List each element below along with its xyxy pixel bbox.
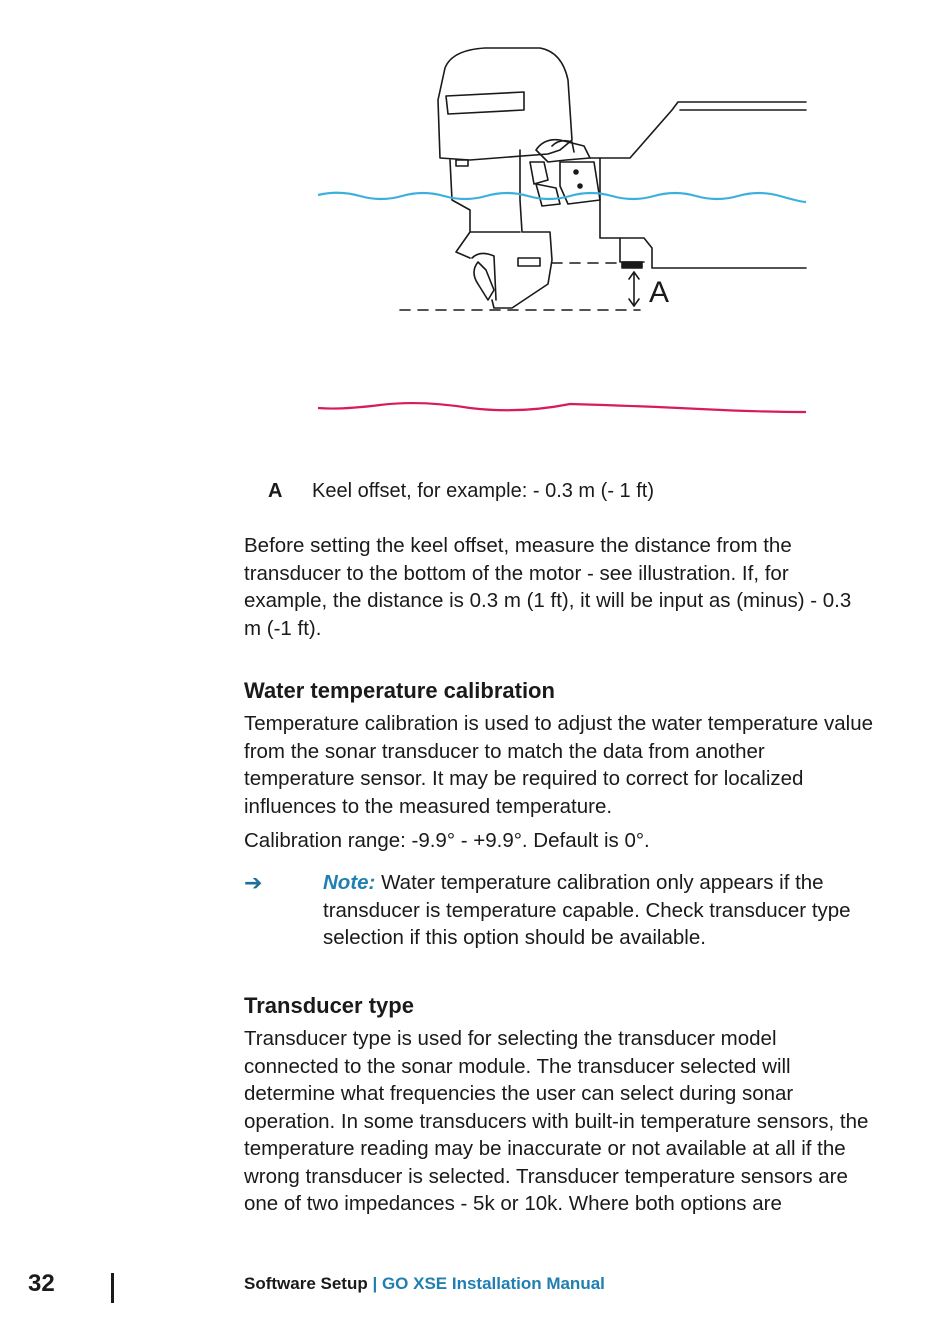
arrow-right-icon: ➔ [244,870,263,895]
note-body [323,869,884,952]
water-temperature-paragraph: Temperature calibration is used to adjust the water temperature value from the sonar transducer to match the data from another temperature sensor. It may be required to correct for localized influences to the measured temperature. [244,712,874,818]
callout-text: Keel offset, for example: - 0.3 m (- 1 ft) [312,480,654,502]
footer [244,1274,605,1294]
figure-callout [268,478,888,504]
keel-offset-arrow [629,272,639,306]
heading-transducer-type: Transducer type [244,993,414,1018]
water-surface-line [318,193,806,202]
transducer [622,262,642,268]
footer-divider [111,1273,114,1303]
note-block [244,869,884,952]
sea-bottom-line [318,403,806,412]
callout-key: A [268,480,283,502]
boat-hull [590,102,806,268]
transducer-type-paragraph: Transducer type is used for selecting the transducer model connected to the sonar module. The transducer selected will determine what frequencies the user can select during sonar operation. In some transducers with built-in temperature sensors, the temperature reading may be inaccurate or not available at all if the wrong transducer is selected. Transducer temperature sensors are one of two impedances - 5k or 10k. Where both options are [244,1027,869,1215]
footer-separator: | [367,1274,382,1293]
keel-offset-illustration [300,40,820,430]
footer-section: Software Setup [244,1274,368,1293]
note-label: Note: [323,871,376,894]
outboard-motor [438,48,600,308]
page-number: 32 [28,1270,55,1297]
figure-label-a: A [649,276,670,309]
intro-paragraph: Before setting the keel offset, measure the distance from the transducer to the bottom of the motor - see illustration. If, for example, the distance is 0.3 m (1 ft), it will be input as (minus) - 0.3 m (-1 ft). [244,534,852,640]
heading-water-temperature-calibration: Water temperature calibration [244,678,555,703]
calibration-range: Calibration range: -9.9° - +9.9°. Default is 0°. [244,829,650,852]
note-text: Water temperature calibration only appears if the transducer is temperature capable. Check transducer type selection if this option should be available. [323,871,851,949]
footer-manual-title: GO XSE Installation Manual [381,1274,605,1293]
